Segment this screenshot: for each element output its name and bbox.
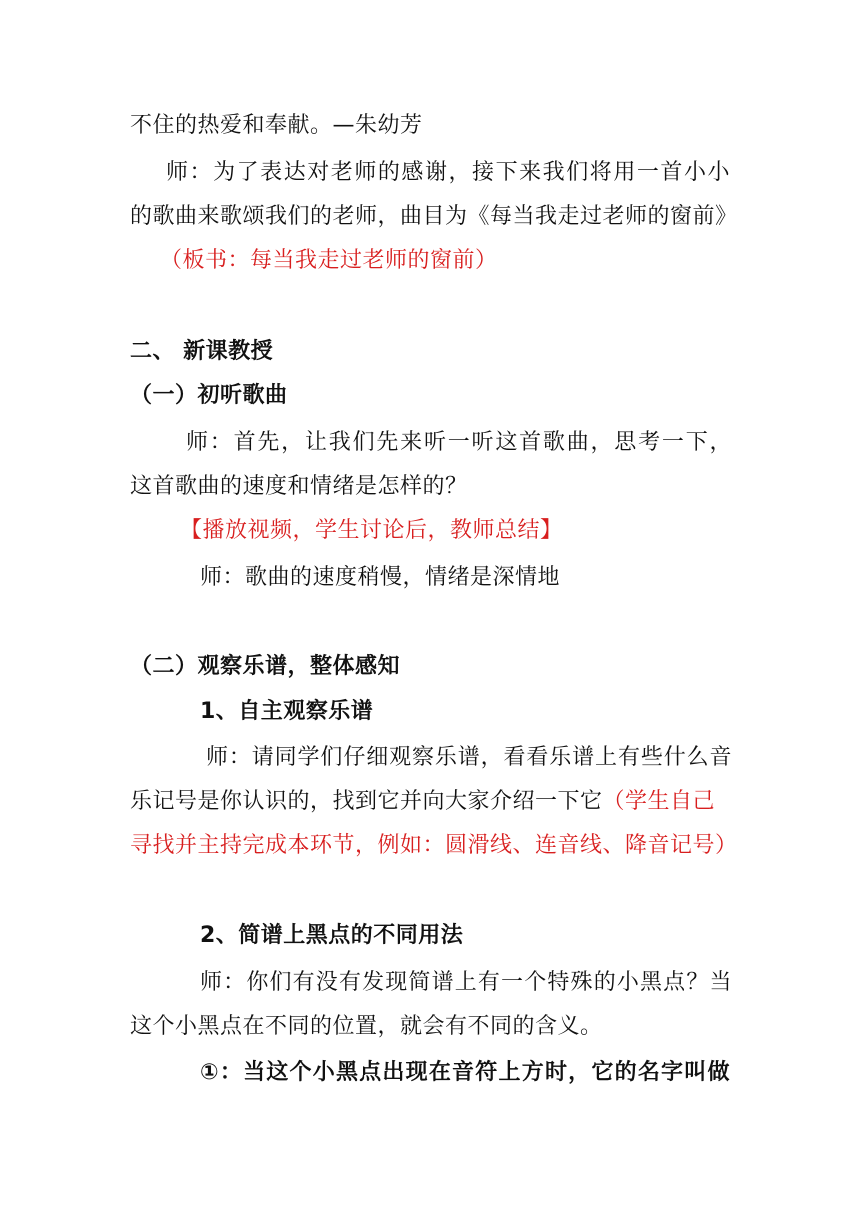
student-note: 寻找并主持完成本环节，例如：圆滑线、连音线、降音记号） xyxy=(130,833,738,858)
paragraph-line: 师：首先，让我们先来听一听这首歌曲，思考一下， xyxy=(186,430,732,455)
paragraph-line: 师：请同学们仔细观察乐谱，看看乐谱上有些什么音 xyxy=(206,745,732,770)
sub-item-heading: 1、自主观察乐谱 xyxy=(200,699,374,724)
subsection-heading: （一）初听歌曲 xyxy=(130,383,288,408)
activity-note: 【播放视频，学生讨论后，教师总结】 xyxy=(180,518,563,543)
paragraph-line: 的歌曲来歌颂我们的老师，曲目为《每当我走过老师的窗前》 xyxy=(130,204,738,229)
paragraph-line: 这首歌曲的速度和情绪是怎样的？ xyxy=(130,474,468,499)
paragraph-line: 师：歌曲的速度稍慢，情绪是深情地 xyxy=(200,565,561,590)
paragraph-line: 师：为了表达对老师的感谢，接下来我们将用一首小小 xyxy=(166,160,730,185)
paragraph-line: 师：你们有没有发现简谱上有一个特殊的小黑点？当 xyxy=(200,970,732,995)
paragraph-text: 乐记号是你认识的，找到它并向大家介绍一下它 xyxy=(130,789,603,814)
subsection-heading: （二）观察乐谱，整体感知 xyxy=(130,654,401,679)
student-note: （学生自己 xyxy=(602,789,716,814)
paragraph-line: 这个小黑点在不同的位置，就会有不同的含义。 xyxy=(130,1014,603,1039)
paragraph-line: 不住的热爱和奉献。—朱幼芳 xyxy=(130,113,423,138)
paragraph-line xyxy=(130,787,715,817)
board-note: （板书：每当我走过老师的窗前） xyxy=(160,248,498,273)
sub-item-heading: 2、简谱上黑点的不同用法 xyxy=(200,923,464,948)
section-heading: 二、 新课教授 xyxy=(130,339,274,364)
numbered-point: ①：当这个小黑点出现在音符上方时，它的名字叫做 xyxy=(200,1060,730,1085)
